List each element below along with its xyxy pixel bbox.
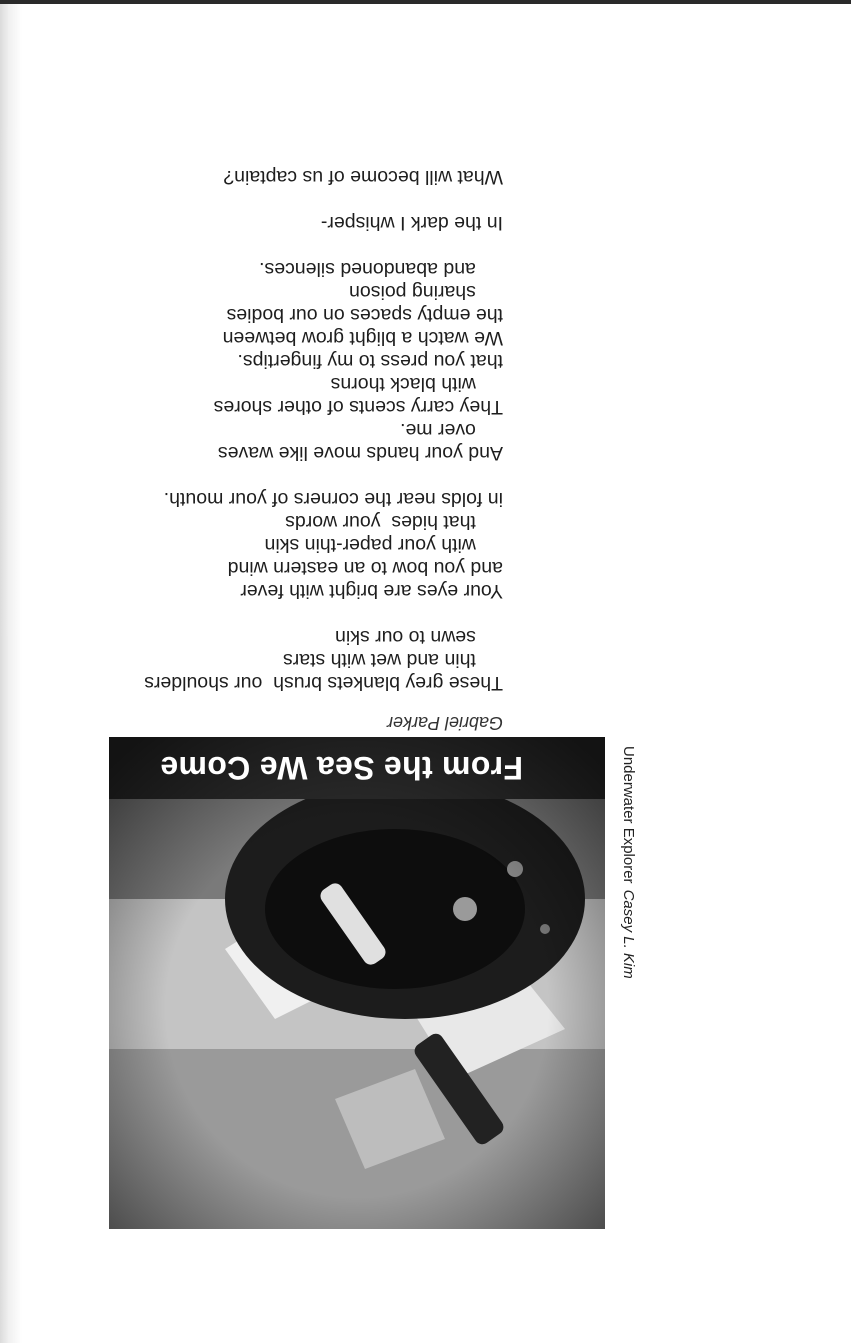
page-edge-line [0,0,851,4]
poem-body [43,165,503,694]
poem-line: with black thorns [330,373,503,395]
poem-line: thin and wet with stars [282,649,503,671]
poem-line: Your eyes are bright with fever [240,580,503,602]
poem-line: that hides your words [285,511,503,533]
stanza [43,165,503,188]
poem-title: From the Sea We Come [160,750,523,787]
poem-line: They carry scents of other shores [213,396,503,418]
stanza [43,625,503,694]
poem-line: What will become of us captain? [223,166,503,188]
photo-credit: Casey L. Kim [620,889,637,979]
poem-line: sewn to our skin [335,626,503,648]
poem-line: in folds near the corners of your mouth. [163,488,503,510]
poem-line: and you bow to an eastern wind [227,557,503,579]
poem-line: We watch a blight grow between [222,327,503,349]
poem-line: and abandoned silences. [259,258,503,280]
stanza [43,487,503,602]
poem-line: with your paper-thin skin [264,534,503,556]
binding-gutter-shadow [0,0,22,1343]
stanza [43,257,503,464]
poem-author: Gabriel Parker [386,713,503,733]
poem-line: over me. [400,419,503,441]
photo-caption [616,746,640,1246]
poem-line: These grey blankets brush our shoulders [144,672,503,694]
poem-line: And your hands move like waves [217,442,503,464]
stanza [43,211,503,234]
poem-line: that you press to my fingertips. [237,350,503,372]
poem-line: the empty spaces on our bodies [226,304,503,326]
poem-line: sharing poison [349,281,503,303]
photo-caption-label: Underwater Explorer [620,746,637,884]
underwater-photo [109,737,605,1229]
poem-line: In the dark I whisper- [320,212,503,234]
